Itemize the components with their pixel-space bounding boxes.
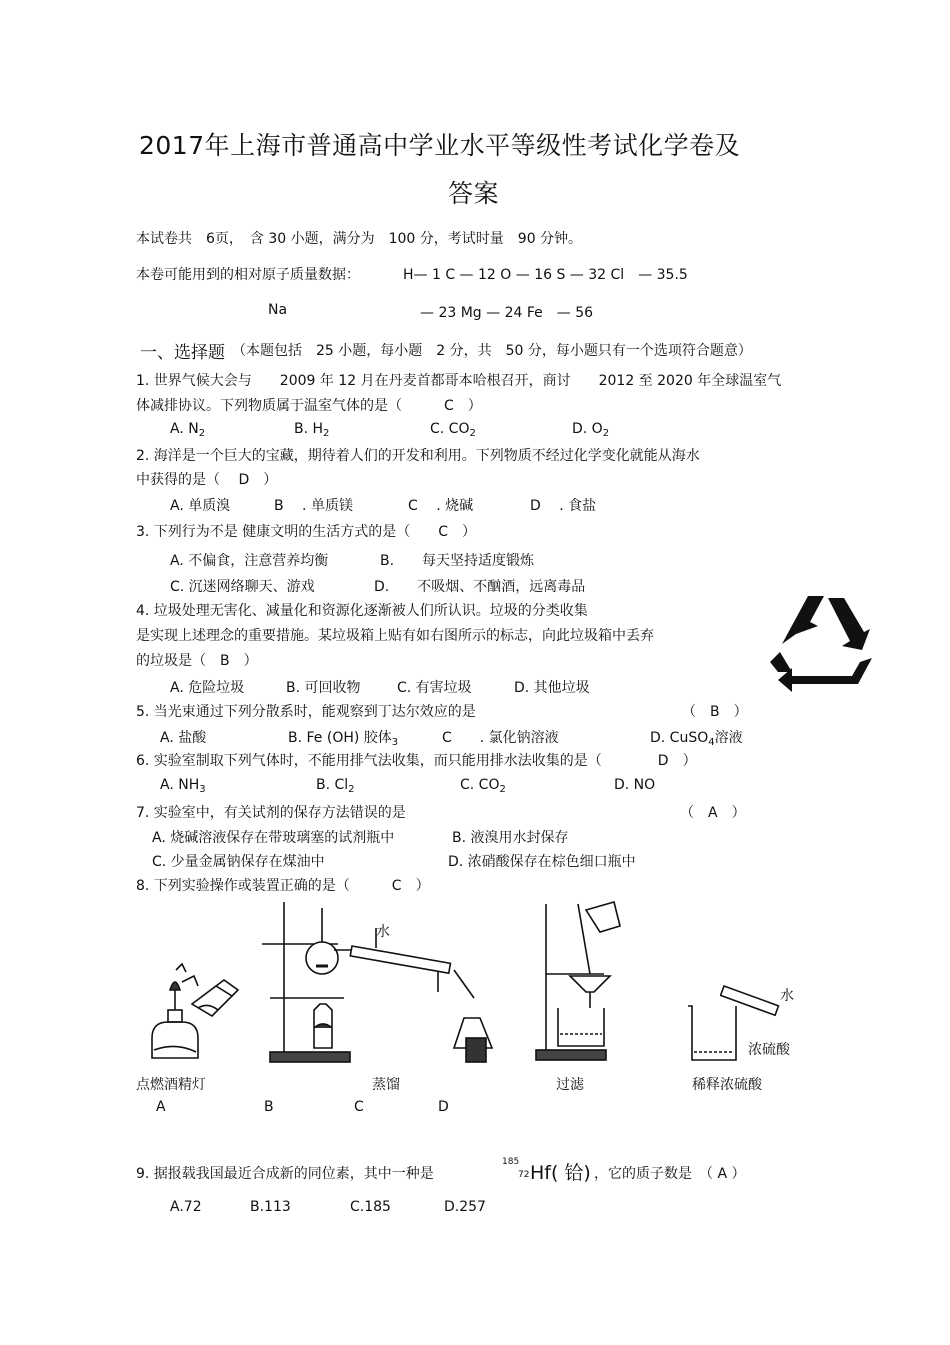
q7-option-d: D. 浓硝酸保存在棕色细口瓶中 [448,854,636,870]
q9-stem-tail: ，它的质子数是 （ A ） [594,1166,746,1182]
exam-info: 本试卷共 6页， 含 30 小题，满分为 100 分，考试时量 90 分钟。 [136,231,583,247]
page-title-line2: 答案 [448,179,500,208]
atomic-mass-label: 本卷可能用到的相对原子质量数据： [136,267,360,283]
q9-option-b: B.113 [250,1199,291,1215]
q4-stem-line2: 是实现上述理念的重要措施。某垃圾箱上贴有如右图所示的标志，向此垃圾箱中丢弃 [136,628,654,644]
q4-option-a: A. 危险垃圾 [170,680,245,696]
q5-answer: （ B ） [682,704,748,720]
q9-stem: 9. 据报载我国最近合成新的同位素，其中一种是 [136,1166,434,1182]
q3-stem: 3. 下列行为不是 健康文明的生活方式的是（ C ） [136,524,477,540]
q6-stem: 6. 实验室制取下列气体时，不能用排气法收集，而只能用排水法收集的是（ D ） [136,753,697,769]
q7-stem: 7. 实验室中，有关试剂的保存方法错误的是 [136,805,406,821]
q8-option-d: D [438,1099,449,1115]
conc-acid-label: 浓硫酸 [748,1042,790,1058]
q1-option-a: A. $N_2$ [170,421,206,439]
q6-option-a: A. $NH_3$ [160,777,206,795]
q4-option-d: D. 其他垃圾 [514,680,590,696]
q9-option-a: A.72 [170,1199,202,1215]
q5-option-c: C . 氯化钠溶液 [442,730,559,746]
figure-acid-tube [720,980,784,1024]
distillation-water-label: 水 [376,924,390,940]
q2-option-c: C . 烧碱 [408,498,474,514]
isotope-atomic: 72 [518,1170,530,1180]
recycle-icon [762,588,882,692]
q2-option-b: B . 单质镁 [274,498,353,514]
q1-option-c: C. $CO_2$ [430,421,476,439]
atomic-mass-na: Na [268,302,288,318]
q8-option-b: B [264,1099,274,1115]
q4-stem-line3: 的垃圾是（ B ） [136,653,258,669]
q4-option-b: B. 可回收物 [286,680,361,696]
q6-option-b: B. $Cl_2$ [316,777,355,795]
q4-stem-line1: 4. 垃圾处理无害化、减量化和资源化逐渐被人们所认识。垃圾的分类收集 [136,603,588,619]
figure-filtration [530,898,630,1064]
q9-option-d: D.257 [444,1199,486,1215]
q2-option-a: A. 单质溴 [170,498,231,514]
q8-option-c: C [354,1099,364,1115]
q7-option-c: C. 少量金属钠保存在煤油中 [152,854,325,870]
q5-option-a: A. 盐酸 [160,730,207,746]
q4-option-c: C. 有害垃圾 [397,680,472,696]
isotope-symbol: Hf( 铪) [530,1162,591,1184]
q3-option-c: C. 沉迷网络聊天、游戏 [170,579,315,595]
caption-a: 点燃酒精灯 [136,1077,206,1093]
page-title: 2017年上海市普通高中学业水平等级性考试化学卷及 [139,131,741,160]
q6-option-d: D. NO [614,777,656,793]
isotope-mass: 185 [502,1157,520,1167]
atomic-mass-line1: H— 1 C — 12 O — 16 S — 32 Cl — 35.5 [403,267,688,283]
q3-option-b: B. 每天坚持适度锻炼 [380,553,535,569]
q5-stem: 5. 当光束通过下列分散系时，能观察到丁达尔效应的是 [136,704,476,720]
section1-note: （本题包括 25 小题，每小题 2 分，共 50 分，每小题只有一个选项符合题意） [232,343,752,359]
caption-d: 稀释浓硫酸 [692,1077,762,1093]
atomic-mass-line2: — 23 Mg — 24 Fe — 56 [420,305,594,321]
q1-stem-line1: 1. 世界气候大会与 2009 年 12 月在丹麦首都哥本哈根召开，商讨 2012 至 2020 年全球温室气 [136,373,782,389]
q7-answer: （ A ） [680,805,746,821]
q1-option-b: B. $H_2$ [294,421,330,439]
q5-option-d: D. CuSO$_4$溶液 [650,730,743,748]
q7-option-a: A. 烧碱溶液保存在带玻璃塞的试剂瓶中 [152,830,395,846]
q8-stem: 8. 下列实验操作或装置正确的是（ C ） [136,878,430,894]
q5-option-b: B. Fe (OH) 胶体$_3$ [288,730,399,748]
q3-option-d: D. 不吸烟、不酗酒，远离毒品 [374,579,586,595]
q9-option-c: C.185 [350,1199,391,1215]
caption-c: 过滤 [556,1077,584,1093]
q7-option-b: B. 液溴用水封保存 [452,830,569,846]
q2-stem-line2: 中获得的是（ D ） [136,472,278,488]
dilution-water-label: 水 [780,988,794,1004]
q2-option-d: D . 食盐 [530,498,597,514]
q6-option-c: C. $CO_2$ [460,777,506,795]
q3-option-a: A. 不偏食，注意营养均衡 [170,553,329,569]
q1-stem-line2: 体减排协议。下列物质属于温室气体的是（ C ） [136,398,482,414]
q1-option-d: D. $O_2$ [572,421,610,439]
section1-title: 一、选择题 [140,343,225,363]
caption-b: 蒸馏 [372,1077,400,1093]
q8-option-a: A [156,1099,166,1115]
q2-stem-line1: 2. 海洋是一个巨大的宝藏，期待着人们的开发和利用。下列物质不经过化学变化就能从海水 [136,448,700,464]
figure-lighting-lamp [146,960,246,1066]
